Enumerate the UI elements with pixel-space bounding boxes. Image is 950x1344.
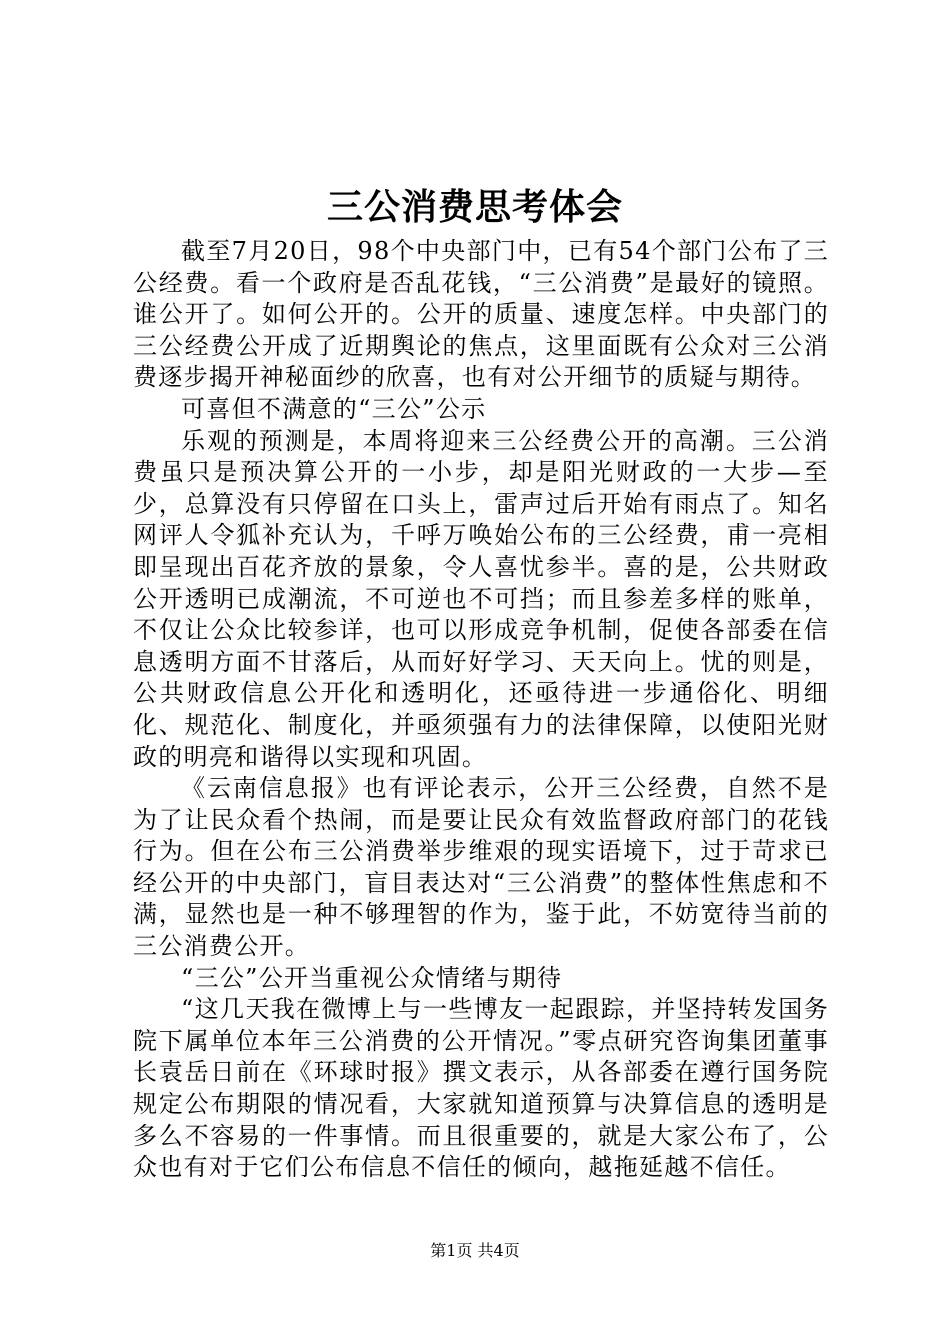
document-title: 三公消费思考体会 [326, 186, 623, 228]
section-heading-1: 可喜但不满意的“三公”公示 [181, 394, 487, 423]
paragraph-weibo-quote: “这几天我在微博上与一些博友一起跟踪，并坚持转发国务院下属单位本年三公消费的公开情况。”零点研究咨询集团董事长袁岳日前在《环球时报》撰文表示，从各部委在遵行国务院规定公布期限的情况看，大家就知道预算与决算信息的透明是多么不容易的一件事情。而且很重要的，就是大家公布了，公众也有对于它们公布信息不信任的倾向，越拖延越不信任。 [133, 995, 829, 1182]
section-heading-2: “三公”公开当重视公众情绪与期待 [181, 963, 563, 992]
paragraph-yunnan-commentary: 《云南信息报》也有评论表示，公开三公经费，自然不是为了让民众看个热闹，而是要让民众有效监督政府部门的花钱行为。但在公布三公消费举步维艰的现实语境下，过于苛求已经公开的中央部门，盲目表达对“三公消费”的整体性焦虑和不满，显然也是一种不够理智的作为，鉴于此，不妨宽待当前的三公消费公开。 [133, 774, 829, 961]
paragraph-optimistic-forecast: 乐观的预测是，本周将迎来三公经费公开的高潮。三公消费虽只是预决算公开的一小步，却是阳光财政的一大步—至少，总算没有只停留在口头上，雷声过后开始有雨点了。知名网评人令狐补充认为，千呼万唤始公布的三公经费，甫一亮相即呈现出百花齐放的景象，令人喜忧参半。喜的是，公共财政公开透明已成潮流，不可逆也不可挡；而且参差多样的账单，不仅让公众比较参详，也可以形成竞争机制，促使各部委在信息透明方面不甘落后，从而好好学习、天天向上。忧的则是，公共财政信息公开化和透明化，还亟待进一步通俗化、明细化、规范化、制度化，并亟须强有力的法律保障，以使阳光财政的明亮和谐得以实现和巩固。 [133, 426, 829, 771]
document-body [133, 236, 829, 1184]
paragraph-intro: 截至7月20日，98个中央部门中，已有54个部门公布了三公经费。看一个政府是否乱花钱，“三公消费”是最好的镜照。谁公开了。如何公开的。公开的质量、速度怎样。中央部门的三公经费公开成了近期舆论的焦点，这里面既有公众对三公消费逐步揭开神秘面纱的欣喜，也有对公开细节的质疑与期待。 [133, 237, 829, 392]
page-number-footer: 第1页 共4页 [430, 1241, 520, 1260]
